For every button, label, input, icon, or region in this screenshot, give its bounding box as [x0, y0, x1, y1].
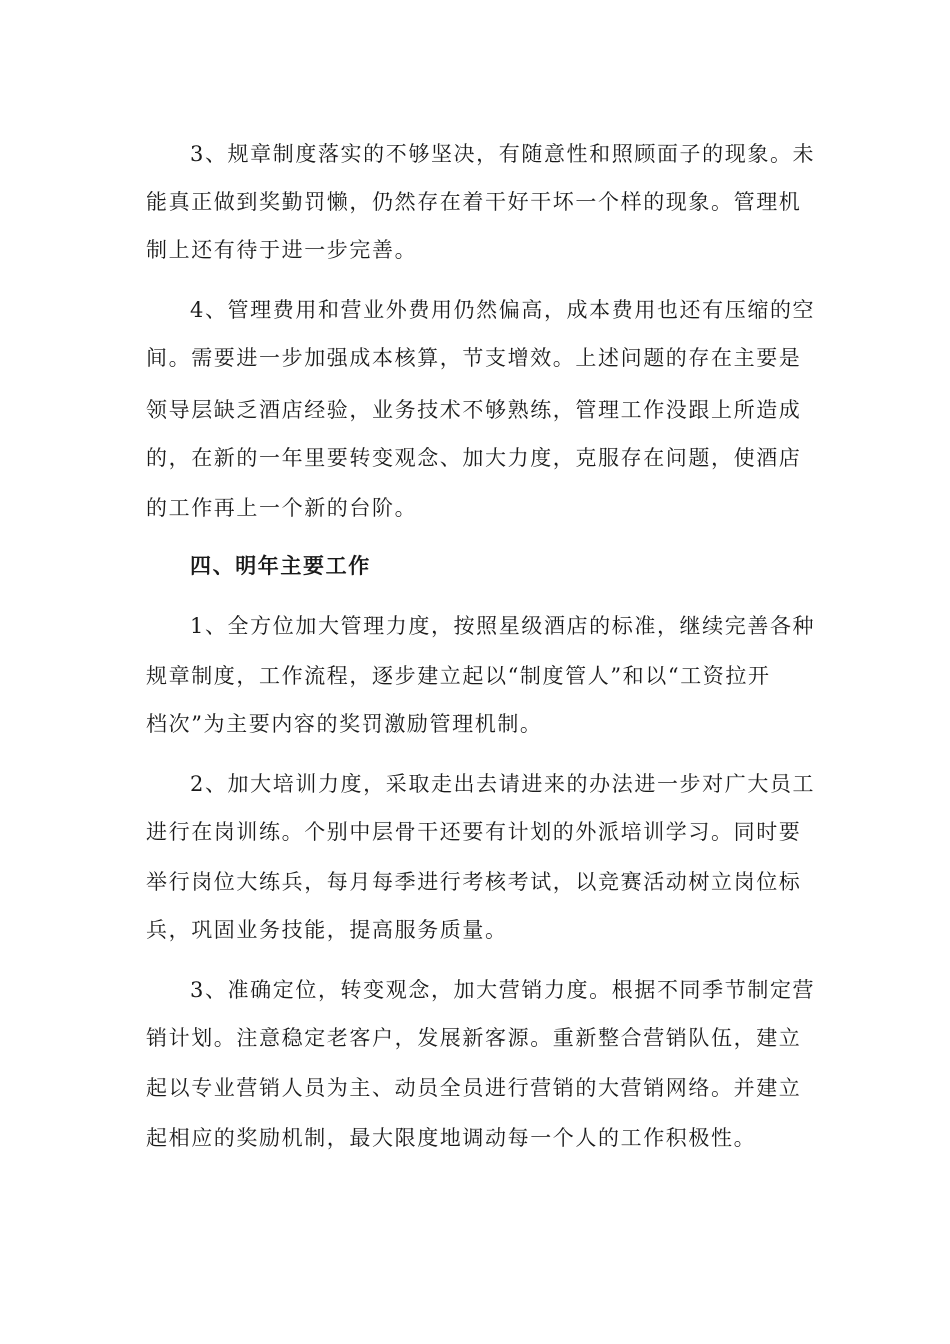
item-3-line-2: 销计划。注意稳定老客户，发展新客源。重新整合营销队伍，建立	[146, 1026, 802, 1050]
paragraph-4-line-1: 4、管理费用和营业外费用仍然偏高，成本费用也还有压缩的空	[190, 298, 816, 322]
paragraph-3-line-1: 3、规章制度落实的不够坚决，有随意性和照顾面子的现象。未	[190, 142, 816, 166]
item-2-line-4: 兵，巩固业务技能，提高服务质量。	[146, 918, 508, 942]
paragraph-4-line-4: 的，在新的一年里要转变观念、加大力度，克服存在问题，使酒店	[146, 446, 802, 470]
paragraph-4-line-2: 间。需要进一步加强成本核算，节支增效。上述问题的存在主要是	[146, 346, 802, 370]
paragraph-3-line-2: 能真正做到奖勤罚懒，仍然存在着干好干坏一个样的现象。管理机	[146, 190, 802, 214]
item-3-line-4: 起相应的奖励机制，最大限度地调动每一个人的工作积极性。	[146, 1126, 757, 1150]
paragraph-3-line-3: 制上还有待于进一步完善。	[146, 238, 418, 262]
section-heading: 四、明年主要工作	[190, 554, 371, 578]
item-2-line-1: 2、加大培训力度，采取走出去请进来的办法进一步对广大员工	[190, 772, 816, 796]
item-1-line-1: 1、全方位加大管理力度，按照星级酒店的标准，继续完善各种	[190, 614, 816, 638]
paragraph-4-line-3: 领导层缺乏酒店经验，业务技术不够熟练，管理工作没跟上所造成	[146, 398, 802, 422]
item-2-line-2: 进行在岗训练。个别中层骨干还要有计划的外派培训学习。同时要	[146, 820, 802, 844]
item-1-line-3: 档次”为主要内容的奖罚激励管理机制。	[146, 712, 543, 736]
item-1-line-2: 规章制度，工作流程，逐步建立起以“制度管人”和以“工资拉开	[146, 664, 771, 688]
item-3-line-1: 3、准确定位，转变观念，加大营销力度。根据不同季节制定营	[190, 978, 816, 1002]
item-2-line-3: 举行岗位大练兵，每月每季进行考核考试，以竞赛活动树立岗位标	[146, 870, 802, 894]
item-3-line-3: 起以专业营销人员为主、动员全员进行营销的大营销网络。并建立	[146, 1076, 802, 1100]
paragraph-4-line-5: 的工作再上一个新的台阶。	[146, 496, 418, 520]
